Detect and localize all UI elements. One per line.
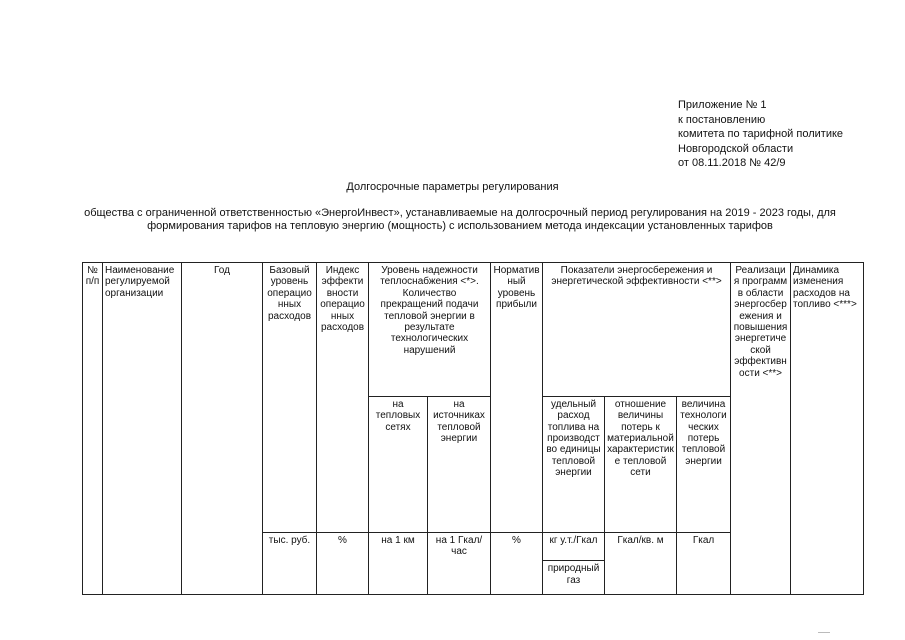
header-program: Реализация программ в области энергосбережения и повышения энергетической эффективности <**> (731, 263, 791, 595)
header-num: № п/п (83, 263, 103, 595)
scan-mark (818, 628, 830, 633)
header-base-level: Базовый уровень операционных расходов (263, 263, 317, 533)
fuel-type-cell: природный газ (543, 561, 605, 595)
unit-loss-ratio: Гкал/кв. м (605, 532, 677, 594)
unit-networks: на 1 км (369, 532, 428, 594)
header-efficiency-index: Индекс эффективности операционных расходов (317, 263, 369, 533)
header-energy-saving: Показатели энергосбережения и энергетической эффективности <**> (543, 263, 731, 397)
header-row (83, 263, 864, 397)
unit-sources: на 1 Гкал/час (428, 532, 491, 594)
appendix-line: комитета по тарифной политике (678, 128, 844, 141)
appendix-block (678, 98, 843, 171)
appendix-line: Приложение № 1 (678, 99, 767, 111)
appendix-line: Новгородской области (678, 142, 794, 155)
header-year: Год (182, 263, 263, 595)
appendix-line: от 08.11.2018 № 42/9 (678, 157, 786, 170)
appendix-line: к постановлению (678, 113, 766, 126)
subheader-fuel-rate: удельный расход топлива на производство единицы тепловой энергии (543, 396, 605, 532)
subheader-sources: на источниках тепловой энергии (428, 396, 491, 532)
unit-profit: % (491, 532, 543, 594)
header-reliability: Уровень надежности теплоснабжения <*>. Количество прекращений подачи тепловой энергии в результате технологических нарушений (369, 263, 491, 397)
header-profit: Нормативный уровень прибыли (491, 263, 543, 533)
document-title: Долгосрочные параметры регулирования (346, 181, 559, 193)
unit-fuel-rate: кг у.т./Гкал (543, 532, 605, 561)
parameters-table (82, 262, 864, 595)
subheader-networks: на тепловых сетях (369, 396, 428, 532)
unit-base: тыс. руб. (263, 532, 317, 594)
unit-loss-value: Гкал (677, 532, 731, 594)
header-fuel-dynamics: Динамика изменения расходов на топливо <***> (791, 263, 864, 595)
subheader-loss-ratio: отношение величины потерь к материальной характеристике тепловой сети (605, 396, 677, 532)
subheader-loss-value: величина технологических потерь тепловой энергии (677, 396, 731, 532)
unit-index: % (317, 532, 369, 594)
document-subtitle: общества с ограниченной ответственностью «ЭнергоИнвест», устанавливаемые на долгосрочный период регулирования на 2019 - 2023 годы, для формирования тарифов на тепловую энергию (мощность) с использованием метода индексации установленных тарифов (84, 207, 836, 232)
header-organization: Наименование регулируемой организации (103, 263, 182, 595)
